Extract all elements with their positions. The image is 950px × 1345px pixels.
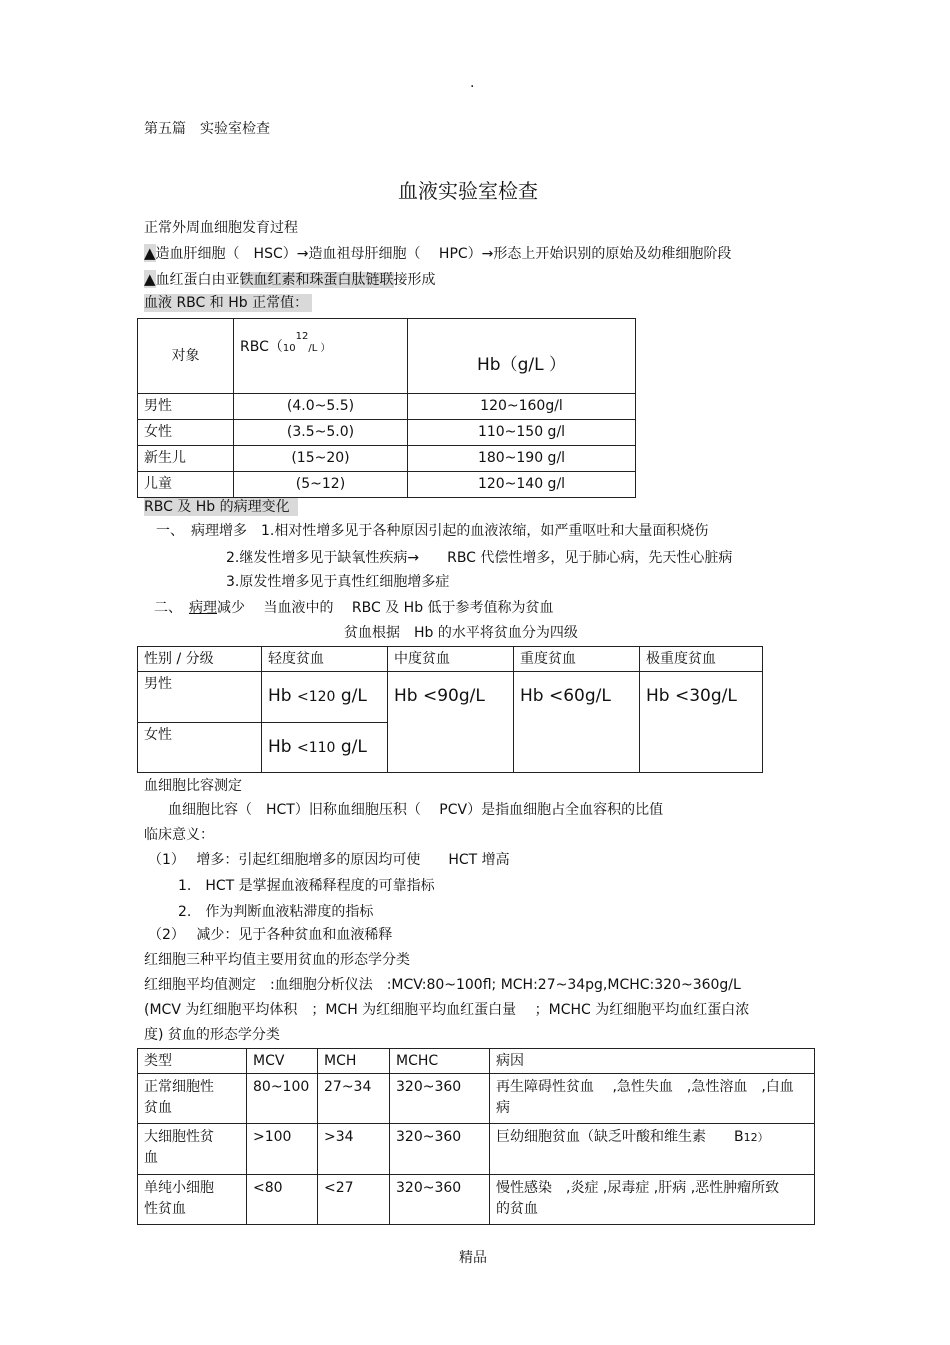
hsc-text: 造血肝细胞（ HSC）→造血祖母肝细胞（ HPC）→形态上开始识别的原始及幼稚细胞阶段 <box>155 246 732 262</box>
table-header-row: 类型 MCV MCH MCHC 病因 <box>138 1049 815 1074</box>
very-severe: Hb <30g/L <box>640 672 763 773</box>
normal-values-heading: 血液 RBC 和 Hb 正常值： <box>144 294 312 312</box>
section-heading: 第五篇 实验室检查 <box>144 121 270 137</box>
hb-text-a: 血红蛋白由亚 <box>155 272 240 288</box>
header-object: 对象 <box>138 319 234 394</box>
anemia-grading-caption: 贫血根据 Hb 的水平将贫血分为四级 <box>344 625 578 641</box>
table-row: 新生儿 (15~20) 180~190 g/l <box>138 446 636 472</box>
table-header-row <box>138 319 636 394</box>
triangle-bullet-icon: ▲ <box>144 244 156 262</box>
morphology-caption: 度) 贫血的形态学分类 <box>144 1027 280 1043</box>
page-title: 血液实验室检查 <box>398 179 538 203</box>
hct-point-2: 2. 作为判断血液粘滞度的指标 <box>178 904 374 920</box>
paragraph-hsc <box>144 244 731 263</box>
paragraph-decrease: 二、 病理减少 当血液中的 RBC 及 Hb 低于参考值称为贫血 <box>154 600 554 616</box>
normal-values-table <box>137 318 636 498</box>
table-row: 女性 (3.5~5.0) 110~150 g/l <box>138 420 636 446</box>
table-row: 男性 Hb <120 g/L Hb <90g/L Hb <60g/L Hb <30g/L <box>138 672 763 723</box>
table-row: 单纯小细胞 性贫血 <80 <27 320~360 慢性感染 ,炎症 ,尿毒症 ,肝病 ,恶性肿瘤所致 的贫血 <box>138 1175 815 1225</box>
table-row: 大细胞性贫 血 >100 >34 320~360 巨幼细胞贫血（缺乏叶酸和维生素 B12） <box>138 1124 815 1175</box>
clinical-significance: 临床意义： <box>144 827 214 843</box>
morphology-table <box>137 1048 815 1225</box>
paragraph-development: 正常外周血细胞发育过程 <box>144 220 298 236</box>
hb-text-b: 铁血红素和珠蛋白肽链联 <box>239 272 394 288</box>
paragraph-increase: 一、 病理增多 1.相对性增多见于各种原因引起的血液浓缩，如严重呕吐和大量面积烧伤 <box>156 523 709 539</box>
table-row: 女性 Hb <110 g/L <box>138 723 763 773</box>
female-mild: Hb <110 g/L <box>262 723 388 773</box>
header-dot: . <box>470 75 475 91</box>
triangle-bullet-icon: ▲ <box>144 270 156 288</box>
table-header-row: 性别 / 分级 轻度贫血 中度贫血 重度贫血 极重度贫血 <box>138 647 763 672</box>
severe: Hb <60g/L <box>514 672 640 773</box>
anemia-grade-table <box>137 646 763 773</box>
paragraph-hemoglobin <box>144 270 436 289</box>
moderate: Hb <90g/L <box>388 672 514 773</box>
table-row: 正常细胞性 贫血 80~100 27~34 320~360 再生障碍性贫血 ,急性失血 ,急性溶血 ,白血 病 <box>138 1074 815 1124</box>
male-mild: Hb <120 g/L <box>262 672 388 723</box>
table-row: 儿童 (5~12) 120~140 g/l <box>138 472 636 498</box>
footer-label: 精品 <box>459 1250 487 1266</box>
rbc-indices-definitions: (MCV 为红细胞平均体积 ；MCH 为红细胞平均血红蛋白量 ；MCHC 为红细胞平均血红蛋白浓 <box>144 1002 750 1018</box>
hct-decrease: （2） 减少：见于各种贫血和血液稀释 <box>148 927 393 943</box>
hct-definition: 血细胞比容（ HCT）旧称血细胞压积（ PCV）是指血细胞占全血容积的比值 <box>168 802 664 818</box>
table-row: 男性 (4.0~5.5) 120~160g/l <box>138 394 636 420</box>
header-rbc: $RBC(10^{12}/L$ ） <box>234 319 408 394</box>
rbc-indices-intro: 红细胞三种平均值主要用贫血的形态学分类 <box>144 952 410 968</box>
rbc-indices-values: 红细胞平均值测定 :血细胞分析仪法 :MCV:80~100fl; MCH:27~34pg,MCHC:320~360g/L <box>144 977 741 993</box>
paragraph-primary: 3.原发性增多见于真性红细胞增多症 <box>226 574 450 590</box>
hb-text-c: 接形成 <box>393 272 436 288</box>
hct-increase: （1） 增多：引起红细胞增多的原因均可使 HCT 增高 <box>148 852 510 868</box>
paragraph-secondary: 2.继发性增多见于缺氧性疾病→ RBC 代偿性增多，见于肺心病，先天性心脏病 <box>226 550 733 566</box>
hct-heading: 血细胞比容测定 <box>144 778 242 794</box>
hct-point-1: 1. HCT 是掌握血液稀释程度的可靠指标 <box>178 878 435 894</box>
pathology-heading: RBC 及 Hb 的病理变化 <box>144 498 298 516</box>
header-hb: Hb（g/L ） <box>408 319 636 394</box>
